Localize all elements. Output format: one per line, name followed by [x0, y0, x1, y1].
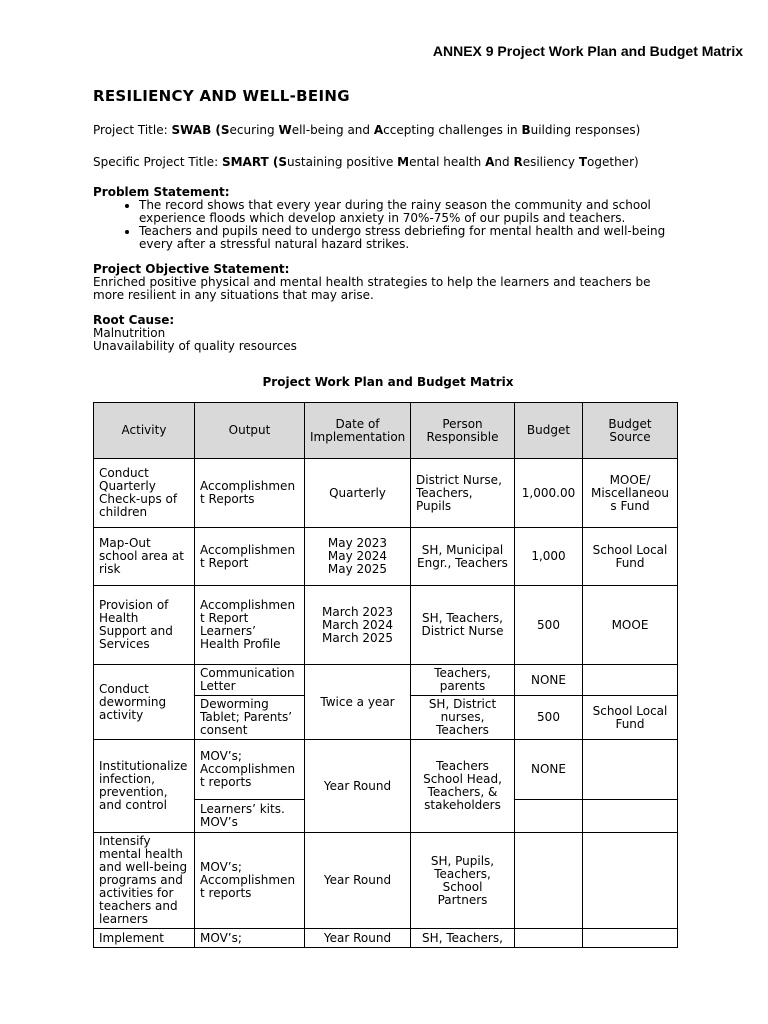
title-fragment: ell-being and: [291, 123, 374, 137]
cell-person: District Nurse, Teachers, Pupils: [411, 459, 515, 528]
cell-date: May 2023 May 2024 May 2025: [305, 528, 411, 586]
cell-source: [583, 665, 678, 696]
annex-header: ANNEX 9 Project Work Plan and Budget Matrix: [432, 43, 743, 59]
cell-date: Year Round: [305, 929, 411, 948]
cell-person: SH, Teachers,: [411, 929, 515, 948]
cell-budget: [515, 929, 583, 948]
title-fragment: R: [513, 155, 523, 169]
project-title-value: [171, 123, 640, 137]
specific-title-label: Specific Project Title:: [93, 155, 222, 169]
col-header-source: Budget Source: [583, 403, 678, 459]
cell-person: Teachers School Head, Teachers, & stakeholders: [411, 740, 515, 833]
col-header-person: Person Responsible: [411, 403, 515, 459]
cell-budget: 1,000.00: [515, 459, 583, 528]
title-fragment: A: [373, 123, 384, 137]
cell-budget: [515, 800, 583, 833]
cell-output: Communication Letter: [195, 665, 305, 696]
title-fragment: B: [521, 123, 531, 137]
cell-activity: Institutionalize infection, prevention, and control: [94, 740, 195, 833]
table-header-row: [94, 403, 678, 459]
title-fragment: S: [220, 123, 230, 137]
problem-bullet: • Teachers and pupils need to undergo stress debriefing for mental health and well-being every after a stressful natural hazard strikes.: [139, 225, 683, 251]
table-row: [94, 586, 678, 665]
col-header-budget: Budget: [515, 403, 583, 459]
cell-date: March 2023 March 2024 March 2025: [305, 586, 411, 665]
cell-person: SH, Teachers, District Nurse: [411, 586, 515, 665]
cell-person: Teachers, parents: [411, 665, 515, 696]
cell-source: MOOE/ Miscellaneou s Fund: [583, 459, 678, 528]
cell-source: [583, 740, 678, 800]
cell-output: Learners’ kits. MOV’s: [195, 800, 305, 833]
objective-text: Enriched positive physical and mental health strategies to help the learners and teachers be more resilient in any situations that may arise.: [93, 275, 651, 302]
cell-budget: 500: [515, 696, 583, 740]
title-fragment: S: [278, 155, 288, 169]
cell-activity: Map-Out school area at risk: [94, 528, 195, 586]
cell-date: Quarterly: [305, 459, 411, 528]
title-fragment: ustaining positive: [287, 155, 398, 169]
title-fragment: A: [485, 155, 495, 169]
cell-date: Year Round: [305, 833, 411, 929]
title-fragment: ental health: [409, 155, 486, 169]
document-body: [93, 87, 683, 948]
col-header-output: Output: [195, 403, 305, 459]
cell-output: MOV’s; Accomplishmen t reports: [195, 833, 305, 929]
problem-bullet: • The record shows that every year during the rainy season the community and school experience floods which develop anxiety in 70%-75% of our pupils and teachers.: [139, 199, 683, 225]
table-row: [94, 665, 678, 696]
cell-activity: Intensify mental health and well-being programs and activities for teachers and learners: [94, 833, 195, 929]
cell-source: [583, 929, 678, 948]
table-row: [94, 929, 678, 948]
cell-activity: Conduct Quarterly Check-ups of children: [94, 459, 195, 528]
cell-output: Accomplishmen t Report Learners’ Health Profile: [195, 586, 305, 665]
title-fragment: nd: [494, 155, 514, 169]
root-cause-item: Malnutrition: [93, 326, 166, 340]
title-fragment: ecuring: [229, 123, 279, 137]
table-row: [94, 528, 678, 586]
title-fragment: ogether): [587, 155, 639, 169]
problem-bullets: [93, 199, 683, 251]
cell-budget: 500: [515, 586, 583, 665]
cell-person: SH, Municipal Engr., Teachers: [411, 528, 515, 586]
cell-source: School Local Fund: [583, 528, 678, 586]
title-fragment: SMART (: [221, 155, 279, 169]
cell-source: MOOE: [583, 586, 678, 665]
table-row: [94, 833, 678, 929]
cell-source: School Local Fund: [583, 696, 678, 740]
root-cause-item: Unavailability of quality resources: [93, 339, 297, 353]
objective-label: Project Objective Statement:: [93, 262, 290, 276]
cell-budget: NONE: [515, 665, 583, 696]
title-fragment: ccepting challenges in: [383, 123, 522, 137]
cell-date: Year Round: [305, 740, 411, 833]
root-cause-label: Root Cause:: [93, 313, 175, 327]
project-title: [93, 122, 683, 138]
cell-activity: Implement: [94, 929, 195, 948]
cell-output: Deworming Tablet; Parents’ consent: [195, 696, 305, 740]
title-fragment: W: [278, 123, 292, 137]
cell-source: [583, 833, 678, 929]
specific-project-title: [93, 154, 683, 170]
cell-output: MOV’s;: [195, 929, 305, 948]
work-plan-table: [93, 402, 678, 948]
cell-budget: [515, 833, 583, 929]
cell-budget: 1,000: [515, 528, 583, 586]
table-row: [94, 740, 678, 800]
title-fragment: SWAB (: [171, 123, 221, 137]
project-title-label: Project Title:: [93, 123, 172, 137]
cell-output: MOV’s; Accomplishmen t reports: [195, 740, 305, 800]
title-fragment: esiliency: [522, 155, 579, 169]
cell-person: SH, District nurses, Teachers: [411, 696, 515, 740]
title-fragment: uilding responses): [530, 123, 641, 137]
cell-date: Twice a year: [305, 665, 411, 740]
cell-output: Accomplishmen t Reports: [195, 459, 305, 528]
title-fragment: T: [578, 155, 588, 169]
col-header-activity: Activity: [94, 403, 195, 459]
cell-budget: NONE: [515, 740, 583, 800]
specific-title-value: [222, 155, 639, 169]
cell-output: Accomplishmen t Report: [195, 528, 305, 586]
problem-statement-label: Problem Statement:: [93, 185, 230, 199]
table-title: Project Work Plan and Budget Matrix: [262, 375, 514, 389]
cell-person: SH, Pupils, Teachers, School Partners: [411, 833, 515, 929]
page-title: RESILIENCY AND WELL-BEING: [93, 87, 350, 105]
col-header-date: Date of Implementation: [305, 403, 411, 459]
cell-activity: Conduct deworming activity: [94, 665, 195, 740]
cell-source: [583, 800, 678, 833]
table-row: [94, 459, 678, 528]
cell-activity: Provision of Health Support and Services: [94, 586, 195, 665]
title-fragment: M: [397, 155, 410, 169]
